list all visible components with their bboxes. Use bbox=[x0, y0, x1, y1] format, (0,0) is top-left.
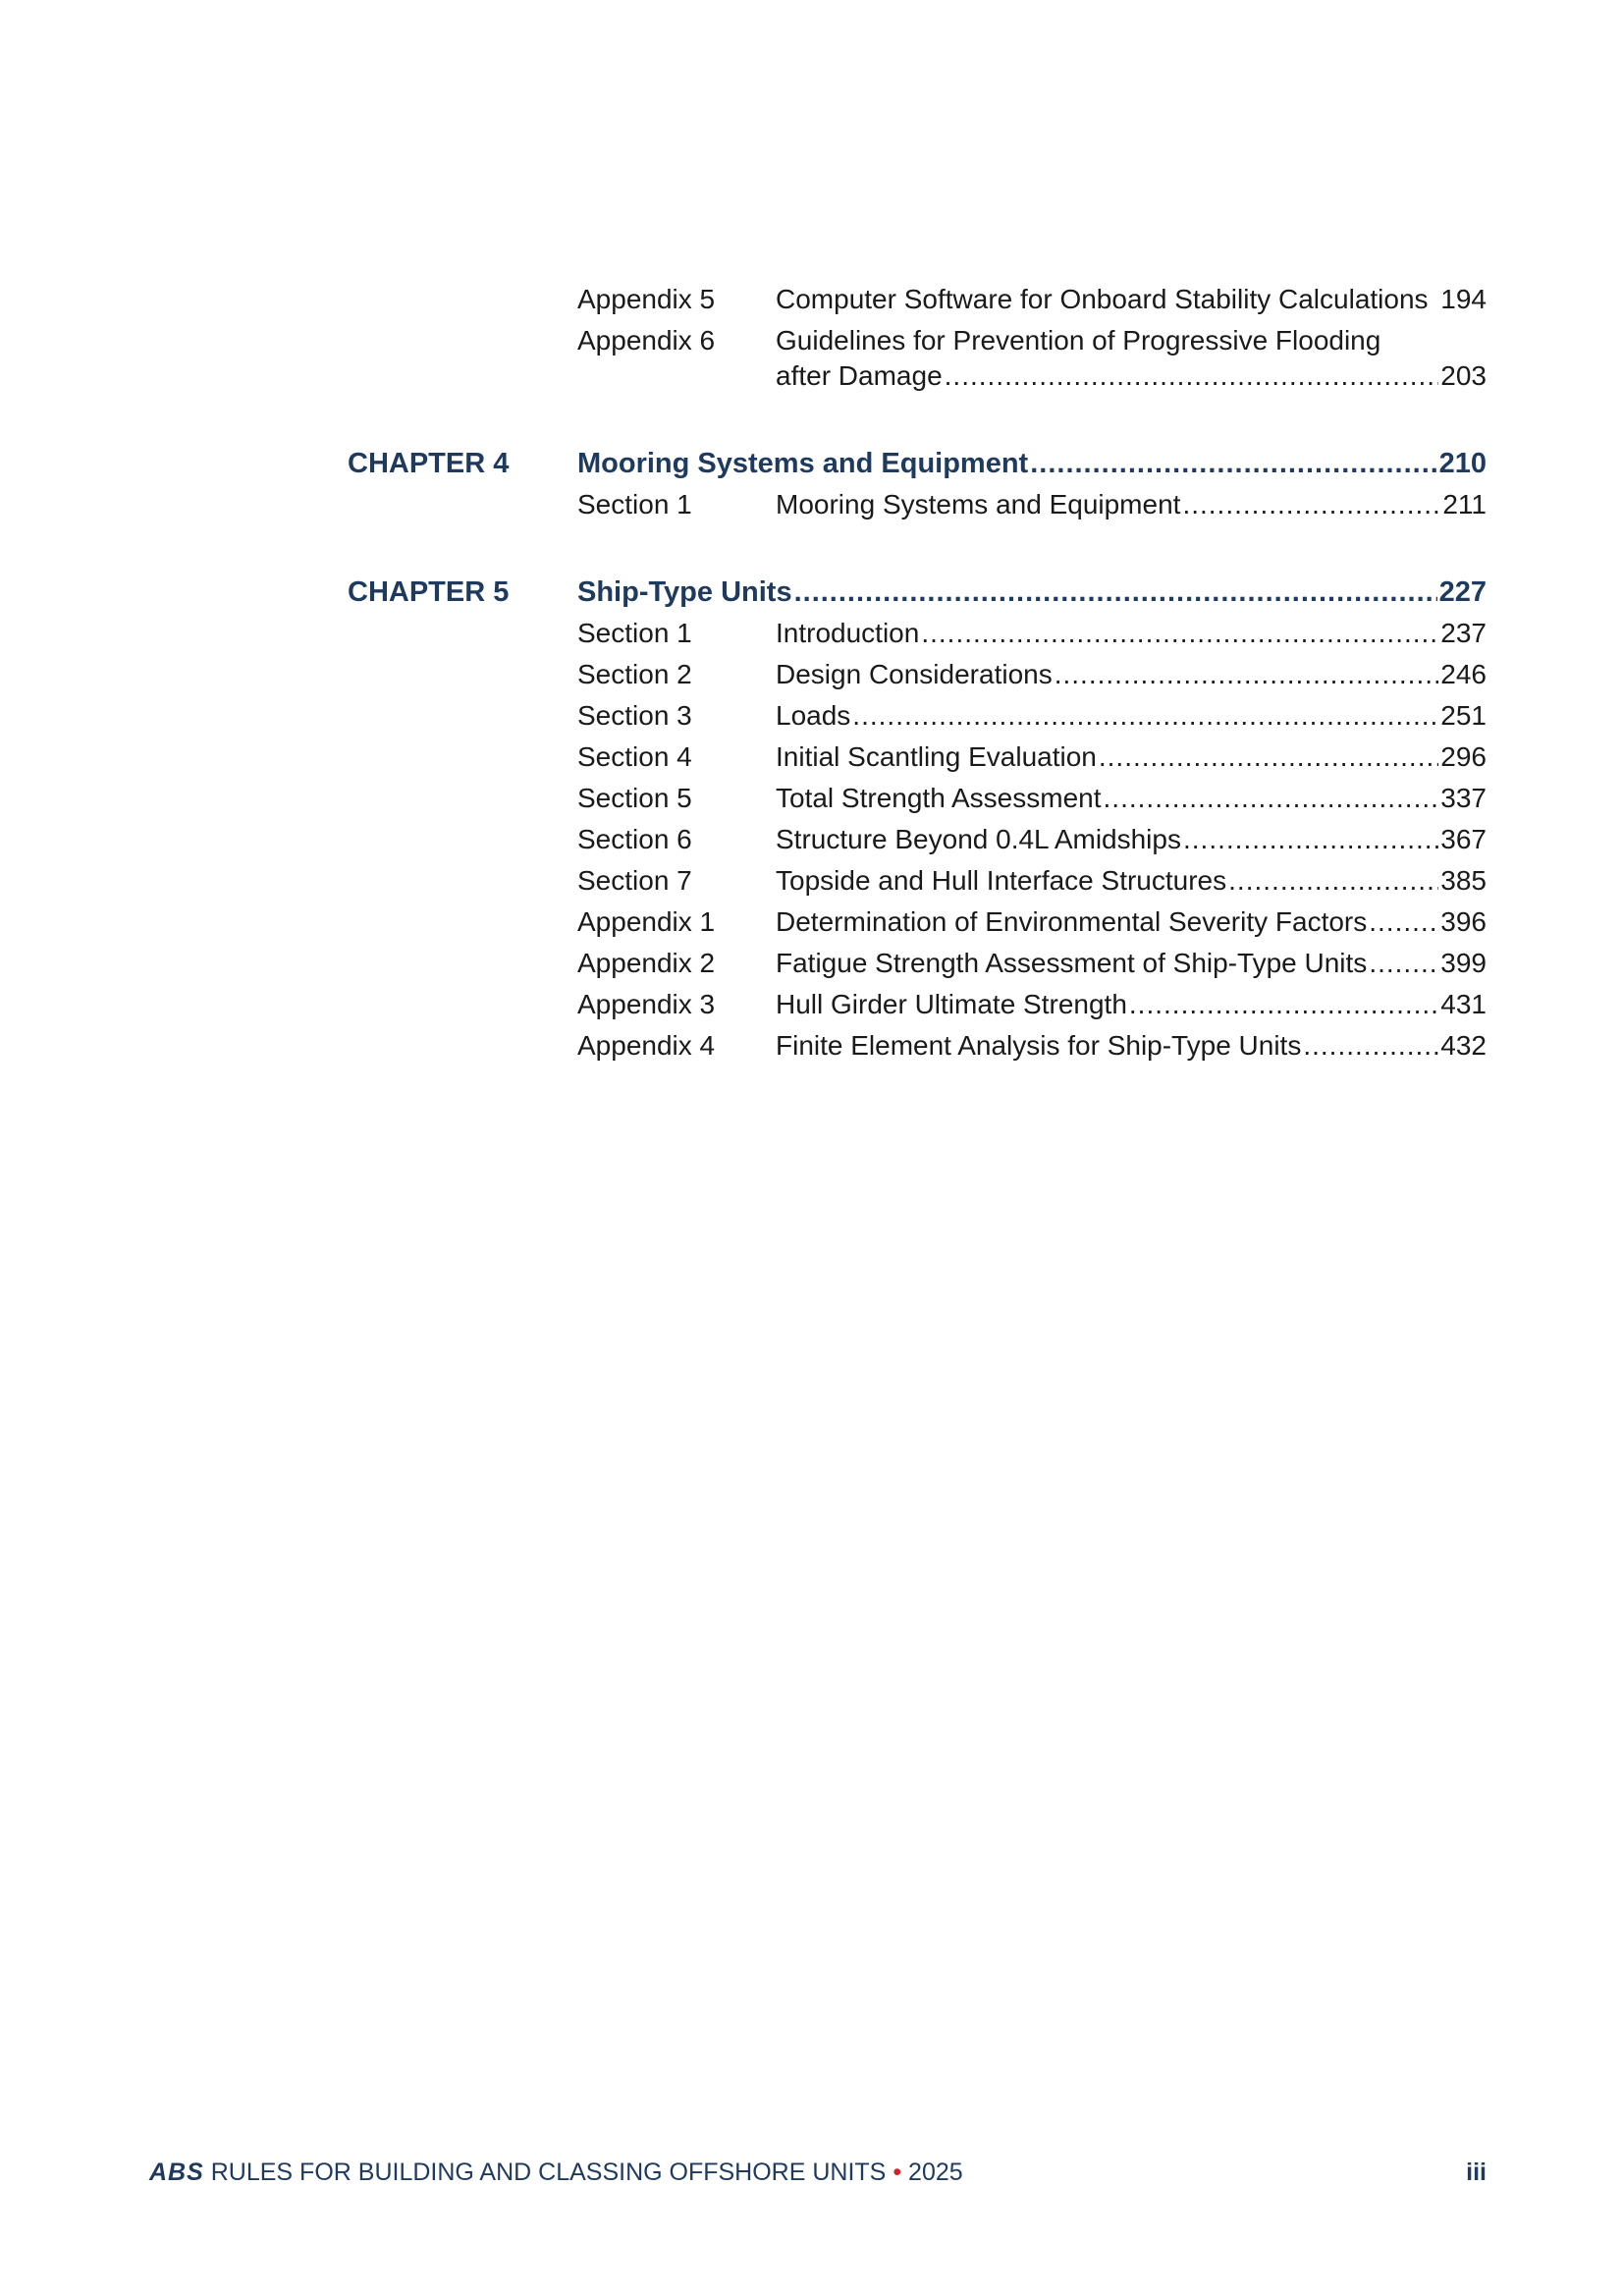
dot-leader bbox=[945, 358, 1439, 394]
abs-logo-text: ABS bbox=[149, 2159, 204, 2186]
toc-entry-page: 194 bbox=[1440, 284, 1487, 314]
toc-entry-title-continued: after Damage bbox=[776, 360, 943, 391]
footer-bullet: • bbox=[893, 2159, 902, 2186]
dot-leader bbox=[1183, 822, 1438, 857]
toc-entry-label: Section 6 bbox=[577, 824, 692, 854]
toc-entry-label: Section 7 bbox=[577, 865, 692, 896]
toc-entry-title: Finite Element Analysis for Ship-Type Units bbox=[776, 1030, 1302, 1061]
toc-entry-page: 246 bbox=[1440, 659, 1487, 689]
toc-chapter-5[interactable] bbox=[577, 574, 1487, 610]
toc-entry-ch5-section-1[interactable] bbox=[577, 616, 1487, 651]
toc-entry-page: 399 bbox=[1440, 948, 1487, 978]
toc-entry-page: 237 bbox=[1440, 618, 1487, 648]
footer-title: RULES FOR BUILDING AND CLASSING OFFSHORE UNITS bbox=[210, 2159, 887, 2186]
toc-entry-label: Section 4 bbox=[577, 741, 692, 772]
toc-entry-ch5-section-4[interactable] bbox=[577, 739, 1487, 775]
toc-entry-page: 385 bbox=[1440, 865, 1487, 896]
toc-entry-title: Total Strength Assessment bbox=[776, 783, 1102, 813]
dot-leader bbox=[1030, 446, 1436, 481]
toc-entry-ch5-section-2[interactable] bbox=[577, 657, 1487, 692]
dot-leader bbox=[1104, 781, 1439, 816]
chapter-title: Ship-Type Units bbox=[577, 576, 792, 608]
toc-entry-ch5-appendix-2[interactable] bbox=[577, 946, 1487, 981]
toc-entry-page: 337 bbox=[1440, 783, 1487, 813]
toc-entry-title: Fatigue Strength Assessment of Ship-Type Units bbox=[776, 948, 1368, 978]
chapter-4-label: CHAPTER 4 bbox=[348, 448, 510, 479]
toc-entry-ch4-section-1[interactable] bbox=[577, 487, 1487, 522]
toc-entry-ch5-appendix-3[interactable] bbox=[577, 987, 1487, 1022]
toc-entry-title: Computer Software for Onboard Stability Calculations bbox=[776, 284, 1429, 314]
toc-entry-page: 367 bbox=[1440, 824, 1487, 854]
dot-leader bbox=[1129, 987, 1438, 1022]
chapter-page: 227 bbox=[1438, 576, 1487, 608]
page-footer bbox=[149, 2157, 1487, 2188]
toc-entry-page: 431 bbox=[1440, 989, 1487, 1019]
dot-leader bbox=[1099, 739, 1438, 775]
toc-entry-label: Section 1 bbox=[577, 489, 692, 519]
toc-entry-label: Appendix 1 bbox=[577, 906, 716, 937]
toc-entry-title: Topside and Hull Interface Structures bbox=[776, 865, 1227, 896]
footer-year: 2025 bbox=[908, 2159, 963, 2186]
dot-leader bbox=[921, 616, 1438, 651]
toc-entry-title: Loads bbox=[776, 700, 851, 731]
dot-leader bbox=[1369, 946, 1438, 981]
toc-entry-title: Structure Beyond 0.4L Amidships bbox=[776, 824, 1181, 854]
page-number: iii bbox=[1466, 2159, 1487, 2186]
toc-entry-label: Section 5 bbox=[577, 783, 692, 813]
toc-entry-title: Guidelines for Prevention of Progressive Flooding bbox=[776, 325, 1381, 355]
dot-leader bbox=[1369, 904, 1438, 940]
toc-entry-ch5-section-3[interactable] bbox=[577, 698, 1487, 734]
toc-entry-ch5-appendix-1[interactable] bbox=[577, 904, 1487, 940]
toc-entry-title: Initial Scantling Evaluation bbox=[776, 741, 1097, 772]
chapter-page: 210 bbox=[1438, 448, 1487, 479]
dot-leader bbox=[852, 698, 1438, 734]
toc-entry-label: Section 3 bbox=[577, 700, 692, 731]
toc-entry-page: 203 bbox=[1440, 360, 1487, 391]
toc-entry-title: Determination of Environmental Severity Factors bbox=[776, 906, 1368, 937]
toc-entry-title: Introduction bbox=[776, 618, 920, 648]
toc-entry-ch5-section-6[interactable] bbox=[577, 822, 1487, 857]
toc-entry-page: 211 bbox=[1442, 489, 1487, 519]
toc-entry-label: Appendix 2 bbox=[577, 948, 716, 978]
toc-entry-title: Mooring Systems and Equipment bbox=[776, 489, 1181, 519]
chapter-title: Mooring Systems and Equipment bbox=[577, 448, 1029, 479]
dot-leader bbox=[1228, 863, 1438, 899]
toc-entry-title: Design Considerations bbox=[776, 659, 1053, 689]
toc-entry-ch5-appendix-4[interactable] bbox=[577, 1028, 1487, 1064]
toc-entry-label: Section 1 bbox=[577, 618, 692, 648]
toc-entry-ch5-section-5[interactable] bbox=[577, 781, 1487, 816]
toc-chapter-4[interactable] bbox=[577, 446, 1487, 481]
toc-entry-appendix-6[interactable] bbox=[577, 323, 1487, 394]
toc-entry-label: Appendix 4 bbox=[577, 1030, 716, 1061]
toc-entry-page: 432 bbox=[1440, 1030, 1487, 1061]
dot-leader bbox=[1303, 1028, 1438, 1064]
toc-entry-page: 251 bbox=[1440, 700, 1487, 731]
dot-leader bbox=[794, 574, 1437, 610]
toc-entry-label: Appendix 6 bbox=[577, 325, 716, 355]
toc-entry-title: Hull Girder Ultimate Strength bbox=[776, 989, 1127, 1019]
toc-entry-label: Appendix 5 bbox=[577, 284, 716, 314]
toc-entry-label: Section 2 bbox=[577, 659, 692, 689]
dot-leader bbox=[1182, 487, 1440, 522]
toc-entry-ch5-section-7[interactable] bbox=[577, 863, 1487, 899]
toc-entry-page: 296 bbox=[1440, 741, 1487, 772]
toc-entry-appendix-5[interactable] bbox=[577, 282, 1487, 317]
toc-entry-page: 396 bbox=[1440, 906, 1487, 937]
toc-entry-label: Appendix 3 bbox=[577, 989, 716, 1019]
dot-leader bbox=[1055, 657, 1439, 692]
chapter-5-label: CHAPTER 5 bbox=[348, 576, 510, 608]
